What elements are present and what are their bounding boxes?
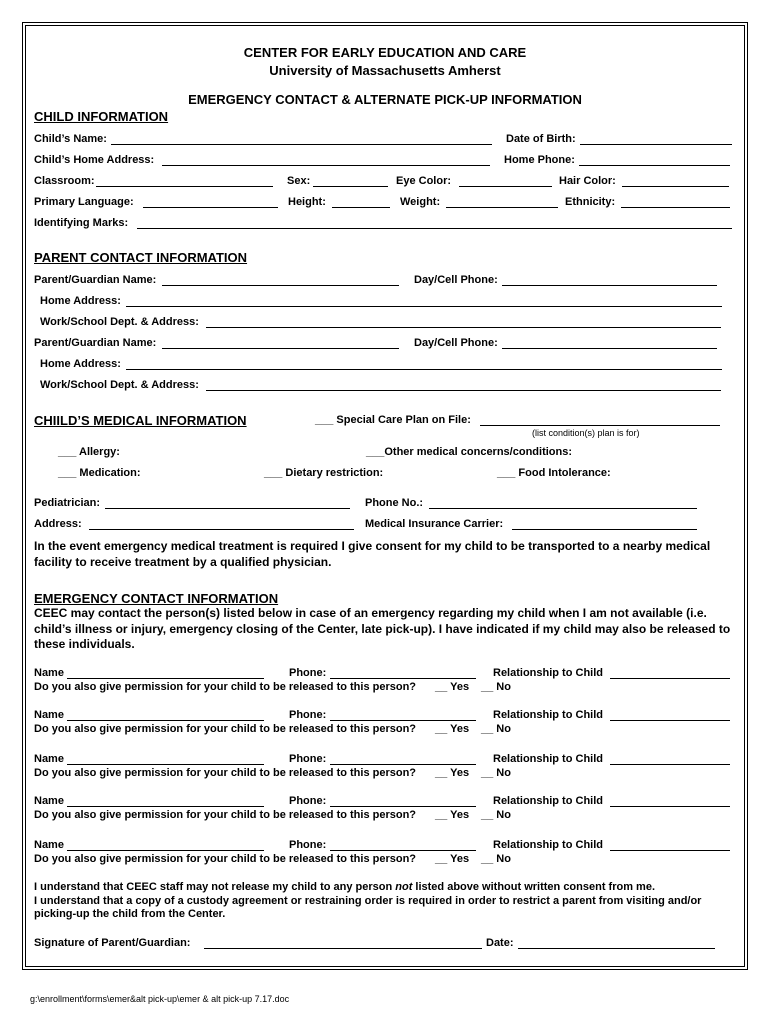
guardian1-phone-label: Day/Cell Phone: <box>414 274 498 286</box>
ethnicity-field[interactable] <box>621 207 730 208</box>
guardian2-work-field[interactable] <box>206 390 721 391</box>
ethnicity-label: Ethnicity: <box>565 196 616 208</box>
form-title: EMERGENCY CONTACT & ALTERNATE PICK-UP INFORMATION <box>188 92 582 107</box>
contact-5-name-field[interactable] <box>67 850 264 851</box>
ped-address-label: Address: <box>34 518 82 530</box>
guardian1-home-field[interactable] <box>126 306 722 307</box>
contact-2-name-field[interactable] <box>67 720 264 721</box>
contact-1-permission-question: Do you also give permission for your child to be released to this person? <box>34 681 417 693</box>
contact-2-relationship-field[interactable] <box>610 720 730 721</box>
guardian1-work-field[interactable] <box>206 327 721 328</box>
guardian2-work-label: Work/School Dept. & Address: <box>40 379 199 391</box>
consent-statement-1: I understand that CEEC staff may not release my child to any person not listed above without written consent from me. <box>34 881 655 893</box>
contact-1-phone-field[interactable] <box>330 678 476 679</box>
child-name-label: Child’s Name: <box>34 133 107 145</box>
contact-5-phone-field[interactable] <box>330 850 476 851</box>
signature-date-field[interactable] <box>518 948 715 949</box>
contact-5-no-option[interactable]: __ No <box>481 853 511 865</box>
dob-label: Date of Birth: <box>506 133 576 145</box>
pediatrician-label: Pediatrician: <box>34 497 101 509</box>
university-name: University of Massachusetts Amherst <box>269 63 501 78</box>
dietary-checkbox[interactable]: ___ Dietary restriction: <box>264 467 384 479</box>
insurance-label: Medical Insurance Carrier: <box>365 518 504 530</box>
guardian2-home-field[interactable] <box>126 369 722 370</box>
contact-1-phone-label: Phone: <box>289 667 327 679</box>
contact-3-relationship-label: Relationship to Child <box>493 753 603 765</box>
guardian1-phone-field[interactable] <box>502 285 717 286</box>
child-address-field[interactable] <box>162 165 490 166</box>
food-intolerance-checkbox[interactable]: ___ Food Intolerance: <box>497 467 611 479</box>
emergency-intro: CEEC may contact the person(s) listed below in case of an emergency regarding my child when I am not available (i.e. child’s illness or injury, emergency closing of the Center, late pick-up). I have indicated if my child may also be released to these individuals. <box>34 606 731 651</box>
emergency-heading: EMERGENCY CONTACT INFORMATION <box>34 591 279 606</box>
guardian2-name-label: Parent/Guardian Name: <box>34 337 157 349</box>
contact-4-relationship-field[interactable] <box>610 806 730 807</box>
contact-5-name-label: Name <box>34 839 64 851</box>
care-plan-label: ___ Special Care Plan on File: <box>315 414 471 426</box>
contact-2-yes-option[interactable]: __ Yes <box>435 723 470 735</box>
child-address-label: Child’s Home Address: <box>34 154 155 166</box>
weight-field[interactable] <box>446 207 558 208</box>
other-conditions-checkbox[interactable]: ___Other medical concerns/conditions: <box>366 446 573 458</box>
contact-2-no-option[interactable]: __ No <box>481 723 511 735</box>
contact-1-no-option[interactable]: __ No <box>481 681 511 693</box>
marks-label: Identifying Marks: <box>34 217 129 229</box>
contact-3-yes-option[interactable]: __ Yes <box>435 767 470 779</box>
contact-2-relationship-label: Relationship to Child <box>493 709 603 721</box>
contact-5-relationship-label: Relationship to Child <box>493 839 603 851</box>
signature-label: Signature of Parent/Guardian: <box>34 937 191 949</box>
contact-1-name-field[interactable] <box>67 678 264 679</box>
sex-field[interactable] <box>313 186 388 187</box>
height-field[interactable] <box>332 207 390 208</box>
contact-5-relationship-field[interactable] <box>610 850 730 851</box>
ped-address-field[interactable] <box>89 529 354 530</box>
hair-color-label: Hair Color: <box>559 175 616 187</box>
pediatrician-field[interactable] <box>105 508 350 509</box>
contact-3-permission-question: Do you also give permission for your child to be released to this person? <box>34 767 417 779</box>
contact-2-name-label: Name <box>34 709 64 721</box>
language-label: Primary Language: <box>34 196 134 208</box>
home-phone-label: Home Phone: <box>504 154 575 166</box>
ped-phone-field[interactable] <box>429 508 697 509</box>
contact-1-relationship-field[interactable] <box>610 678 730 679</box>
contact-1-relationship-label: Relationship to Child <box>493 667 603 679</box>
guardian1-name-label: Parent/Guardian Name: <box>34 274 157 286</box>
contact-4-relationship-label: Relationship to Child <box>493 795 603 807</box>
contact-1-yes-option[interactable]: __ Yes <box>435 681 470 693</box>
sex-label: Sex: <box>287 175 311 187</box>
contact-2-phone-label: Phone: <box>289 709 327 721</box>
contact-5-phone-label: Phone: <box>289 839 327 851</box>
guardian2-phone-field[interactable] <box>502 348 717 349</box>
guardian2-name-field[interactable] <box>162 348 399 349</box>
consent-statement-2: I understand that a copy of a custody agreement or restraining order is required in order to restrict a parent from visiting and/or picking-up the child from the Center. <box>34 895 702 920</box>
height-label: Height: <box>288 196 326 208</box>
guardian2-home-label: Home Address: <box>40 358 121 370</box>
hair-color-field[interactable] <box>622 186 729 187</box>
contact-3-phone-label: Phone: <box>289 753 327 765</box>
contact-2-phone-field[interactable] <box>330 720 476 721</box>
classroom-field[interactable] <box>96 186 273 187</box>
guardian1-name-field[interactable] <box>162 285 399 286</box>
child-info-heading: CHILD INFORMATION <box>34 109 169 124</box>
contact-3-name-field[interactable] <box>67 764 264 765</box>
ped-phone-label: Phone No.: <box>365 497 424 509</box>
contact-3-name-label: Name <box>34 753 64 765</box>
dob-field[interactable] <box>580 144 732 145</box>
marks-field[interactable] <box>137 228 732 229</box>
care-plan-field[interactable] <box>480 425 720 426</box>
eye-color-label: Eye Color: <box>396 175 452 187</box>
contact-4-permission-question: Do you also give permission for your child to be released to this person? <box>34 809 417 821</box>
contact-4-name-field[interactable] <box>67 806 264 807</box>
contact-5-permission-question: Do you also give permission for your child to be released to this person? <box>34 853 417 865</box>
footer-file-path: g:\enrollment\forms\emer&alt pick-up\emer & alt pick-up 7.17.doc <box>30 994 290 1004</box>
contact-1-name-label: Name <box>34 667 64 679</box>
care-plan-note: (list condition(s) plan is for) <box>532 428 640 438</box>
guardian1-home-label: Home Address: <box>40 295 121 307</box>
classroom-label: Classroom: <box>34 175 95 187</box>
medication-checkbox[interactable]: ___ Medication: <box>58 467 141 479</box>
allergy-checkbox[interactable]: ___ Allergy: <box>58 446 120 458</box>
weight-label: Weight: <box>400 196 441 208</box>
contact-4-yes-option[interactable]: __ Yes <box>435 809 470 821</box>
org-name: CENTER FOR EARLY EDUCATION AND CARE <box>243 45 527 60</box>
signature-date-label: Date: <box>486 937 514 949</box>
medical-consent-text: In the event emergency medical treatment is required I give consent for my child to be transported to a nearby medical facility to receive treatment by a qualified physician. <box>34 539 711 569</box>
home-phone-field[interactable] <box>579 165 730 166</box>
eye-color-field[interactable] <box>459 186 552 187</box>
contact-4-phone-label: Phone: <box>289 795 327 807</box>
contact-4-no-option[interactable]: __ No <box>481 809 511 821</box>
contact-4-phone-field[interactable] <box>330 806 476 807</box>
insurance-field[interactable] <box>512 529 697 530</box>
child-name-field[interactable] <box>111 144 492 145</box>
guardian2-phone-label: Day/Cell Phone: <box>414 337 498 349</box>
contact-3-no-option[interactable]: __ No <box>481 767 511 779</box>
contact-5-yes-option[interactable]: __ Yes <box>435 853 470 865</box>
guardian1-work-label: Work/School Dept. & Address: <box>40 316 199 328</box>
contact-4-name-label: Name <box>34 795 64 807</box>
language-field[interactable] <box>143 207 278 208</box>
contact-3-relationship-field[interactable] <box>610 764 730 765</box>
contact-2-permission-question: Do you also give permission for your child to be released to this person? <box>34 723 417 735</box>
contact-3-phone-field[interactable] <box>330 764 476 765</box>
signature-field[interactable] <box>204 948 482 949</box>
parent-info-heading: PARENT CONTACT INFORMATION <box>34 250 248 265</box>
medical-info-heading: CHIILD’S MEDICAL INFORMATION <box>34 413 247 428</box>
